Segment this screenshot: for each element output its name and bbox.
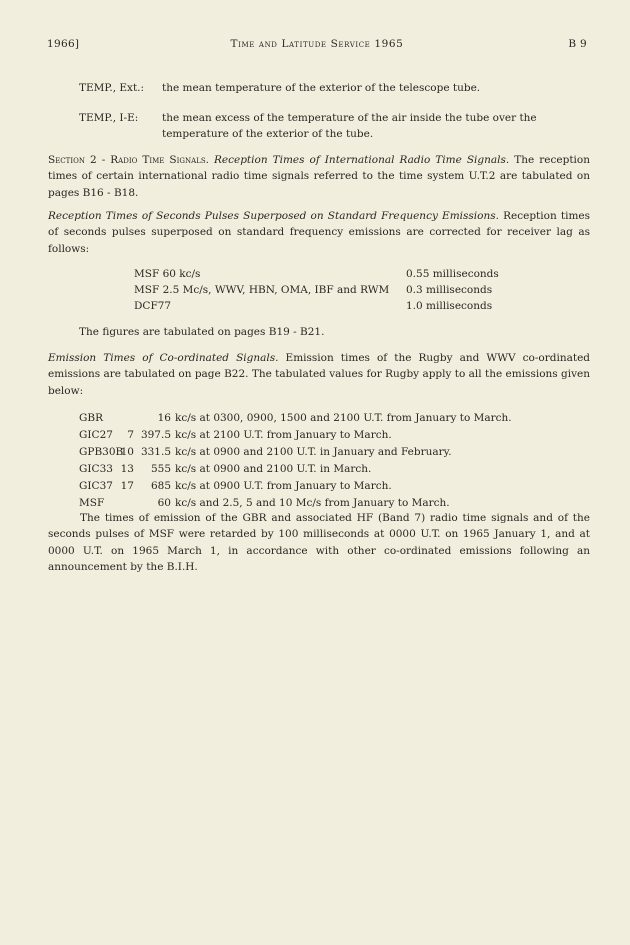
lag-cell: 0.55 milliseconds (406, 268, 499, 280)
seconds-pulses-heading: Reception Times of Seconds Pulses Superposed on Standard Frequency Emissions. (48, 210, 499, 222)
coordinated-body: Emission times of the Rugby and WWV co-ordinated emissions are tabulated on page B22. The tabulated values for Rugby apply to all the emissions given below: (48, 352, 591, 397)
running-head-title: Time and Latitude Service 1965 (230, 38, 404, 50)
lag-cell: 0.3 milliseconds (406, 284, 493, 296)
signal-cell: GIC37 (79, 480, 113, 492)
table-row (79, 461, 579, 478)
definition-text: the mean temperature of the exterior of the telescope tube. (162, 82, 481, 94)
table-row (79, 427, 579, 444)
signal-cell: MSF (79, 497, 105, 509)
coordinated-paragraph (48, 350, 590, 399)
schedule-cell: kc/s and 2.5, 5 and 10 Mc/s from January to March. (175, 497, 450, 509)
section-heading: Section 2 - Radio Time Signals. (48, 154, 209, 166)
schedule-cell: kc/s at 0900 and 2100 U.T. in March. (175, 463, 372, 475)
section-2-paragraph (48, 152, 590, 201)
running-head (47, 36, 587, 52)
definition-term: TEMP., I-E: (79, 112, 139, 124)
signal-cell: GBR (79, 412, 104, 424)
table-row (134, 266, 514, 282)
frequency-cell: 555 (150, 463, 171, 475)
seconds-pulses-paragraph (48, 208, 590, 257)
table-row (79, 444, 579, 461)
signal-cell: GIC33 (79, 463, 113, 475)
seconds-pulses-body: Reception times of seconds pulses superposed on standard frequency emissions are corrected for receiver lag as follows: (48, 210, 591, 255)
section-subheading: Reception Times of International Radio Time Signals. (213, 154, 510, 166)
receiver-lag-table (134, 266, 514, 314)
schedule-cell: kc/s at 2100 U.T. from January to March. (175, 429, 392, 441)
station-cell: MSF 60 kc/s (134, 268, 201, 280)
closing-paragraph: The times of emission of the GBR and associated HF (Band 7) radio time signals and of the seconds pulses of MSF were retarded by 100 milliseconds at 0000 U.T. on 1965 January 1, and at 0000 U.T. on 1965 March 1, in accordance with other co-ordinated emissions following an announcement by the B.I.H. (48, 512, 590, 573)
lag-cell: 1.0 milliseconds (406, 300, 493, 312)
table-row (134, 298, 514, 314)
frequency-cell: 60 (157, 497, 171, 509)
coordinated-heading: Emission Times of Co-ordinated Signals. (48, 352, 279, 364)
frequency-cell: 685 (150, 480, 171, 492)
station-cell: MSF 2.5 Mc/s, WWV, HBN, OMA, IBF and RWM (134, 284, 390, 296)
signal-cell: GPB30B (79, 446, 124, 458)
band-cell: 13 (120, 463, 134, 475)
frequency-cell: 16 (157, 412, 171, 424)
running-head-year: 1966] (47, 38, 80, 50)
frequency-cell: 397.5 (140, 429, 171, 441)
table-row (79, 478, 579, 495)
definition-text: the mean excess of the temperature of the air inside the tube over the temperature of the exterior of the tube. (162, 112, 537, 141)
schedule-cell: kc/s at 0300, 0900, 1500 and 2100 U.T. from January to March. (175, 412, 512, 424)
table-row (79, 410, 579, 427)
page-number: B 9 (568, 38, 587, 50)
emission-table (79, 410, 579, 512)
tabulated-note: The figures are tabulated on pages B19 - B21. (79, 326, 325, 338)
band-cell: 17 (120, 480, 134, 492)
frequency-cell: 331.5 (140, 446, 171, 458)
band-cell: 7 (127, 429, 134, 441)
station-cell: DCF77 (134, 300, 172, 312)
signal-cell: GIC27 (79, 429, 113, 441)
table-row (134, 282, 514, 298)
band-cell: 10 (120, 446, 134, 458)
section-body: The reception times of certain international radio time signals referred to the time system U.T.2 are tabulated on pages B16 - B18. (48, 154, 590, 199)
schedule-cell: kc/s at 0900 U.T. from January to March. (175, 480, 392, 492)
definition-term: TEMP., Ext.: (79, 82, 145, 94)
schedule-cell: kc/s at 0900 and 2100 U.T. in January and February. (175, 446, 452, 458)
